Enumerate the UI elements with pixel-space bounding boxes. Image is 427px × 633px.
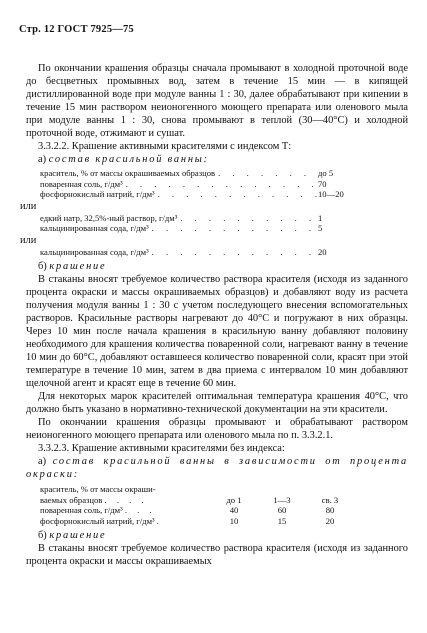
table-row xyxy=(40,505,354,516)
item-label: поваренная соль, г/дм³ xyxy=(40,178,123,189)
table-cell: 15 xyxy=(277,515,287,526)
item-value: 20 xyxy=(318,246,327,257)
leader-dots xyxy=(215,168,318,179)
list-item xyxy=(40,179,352,190)
subheading-dyeing xyxy=(26,260,408,273)
list-item xyxy=(40,213,352,224)
bath-table xyxy=(40,484,354,526)
item-label: фосфорнокислый натрий, г/дм³ xyxy=(40,189,155,199)
item-value: до 5 xyxy=(318,168,334,178)
list-item xyxy=(40,189,352,200)
paragraph-dyeing-procedure: В стаканы вносят требуемое количество раствора красителя (исходя из заданного процента окраски и массы окрашиваемых образцов) и добавляют воду из расчета получения модуля ванны 1 : 30 с учетом последующего внесения вспомогательных растворов. Красильные растворы нагревают до 40°С и погружают в них образцы. Через 10 мин после начала крашения в красильную ванну добавляют половину необходимого для крашения количества поваренной соли, нагревают ванну в течение 10 мин до 60°С, добавляют оставшееся количество поваренной соли, красят при этой температуре в течение 10 мин, затем в два приема с интервалом 10 мин добавляют щелочной агент и красят еще в течение 60 мин. xyxy=(26,274,408,389)
table-cell: 60 xyxy=(277,505,287,515)
subheading-bath-composition xyxy=(26,153,408,166)
alternative-or: или xyxy=(20,234,37,246)
table-cell: 10 xyxy=(229,515,239,526)
list-item xyxy=(40,247,352,258)
table-cell: 40 xyxy=(229,505,239,515)
paragraph-washing: По окончании крашения образцы сначала промывают в холодной проточной воде до бесцветных промывных вод, затем в течение 15 мин — в кипящей дистиллированной воде при модуле ванны 1 : 30, далее обрабатывают при кипении в течение 15 мин раствором неионогенного моющего препарата или оленового мыла при модуле ванны 1 : 30, снова промывают в теплой (30—40°С) и холодной проточной воде, отжимают и сушат. xyxy=(26,63,408,139)
table-col-header: 1—3 xyxy=(273,494,291,505)
subheading-text: крашение xyxy=(49,261,107,272)
item-value: 5 xyxy=(318,223,323,233)
table-row xyxy=(40,495,354,506)
subheading-bath-composition-by-percent xyxy=(26,455,408,481)
document-body xyxy=(20,62,408,568)
list-item xyxy=(40,223,352,234)
subheading-text: крашение xyxy=(49,530,107,541)
list-marker-a: а) xyxy=(38,456,47,467)
table-cell: фосфорнокислый натрий, г/дм³ . xyxy=(40,515,163,526)
table-cell: поваренная соль, г/дм³ . . . xyxy=(40,505,156,515)
alternative-or: или xyxy=(20,200,37,212)
table-cell: 80 xyxy=(325,505,335,515)
section-title-3-3-2-3: 3.3.2.3. Крашение активными красителями без индекса: xyxy=(38,443,285,454)
leader-dots xyxy=(149,247,318,258)
leader-dots xyxy=(177,213,318,224)
item-value: 70 xyxy=(318,178,327,189)
item-label: краситель, % от массы окрашиваемых образцов xyxy=(40,168,216,178)
table-col-header: св. 3 xyxy=(321,494,339,505)
table-col-header: до 1 xyxy=(226,494,242,505)
table-head-label: краситель, % от массы окраши- xyxy=(40,484,156,494)
leader-dots xyxy=(155,189,318,200)
subheading-text: состав красильной ванны в зависимости от процента окраски: xyxy=(26,456,408,480)
table-row xyxy=(40,516,354,527)
leader-dots xyxy=(123,179,318,190)
item-value: 10—20 xyxy=(318,189,344,199)
bath-list-3 xyxy=(40,247,352,258)
bath-list-1 xyxy=(40,168,352,200)
table-cell: 20 xyxy=(325,515,335,526)
list-marker-a: а) xyxy=(38,154,47,165)
list-marker-b: б) xyxy=(38,530,47,541)
bath-list-2 xyxy=(40,213,352,234)
paragraph-rinse: По окончании крашения образцы промывают и обрабатывают раствором неионогенного моющего препарата или оленового мыла по п. 3.3.2.1. xyxy=(26,417,408,441)
leader-dots xyxy=(149,223,318,234)
subheading-text: состав красильной ванны: xyxy=(48,154,209,165)
paragraph-temperature-note: Для некоторых марок красителей оптимальная температура крашения 40°С, что должно быть указано в нормативно-технической документации на эти красители. xyxy=(26,391,408,415)
table-row xyxy=(40,484,354,495)
table-head-label: ваемых образцов . . . . xyxy=(40,494,148,505)
item-label: кальцинированная сода, г/дм³ xyxy=(40,246,149,257)
page-header: Стр. 12 ГОСТ 7925—75 xyxy=(19,24,134,35)
item-label: едкий натр, 32,5%-ный раствор, г/дм³ xyxy=(40,212,178,223)
list-marker-b: б) xyxy=(38,261,47,272)
paragraph-dyeing-procedure-2: В стаканы вносят требуемое количество раствора красителя (исходя из заданного процента окраски и массы окрашиваемых xyxy=(26,543,408,567)
list-item xyxy=(40,168,352,179)
section-title-3-3-2-2: 3.3.2.2. Крашение активными красителями с индексом Т: xyxy=(38,141,292,152)
item-label: кальцинированная сода, г/дм³ xyxy=(40,223,149,233)
item-value: 1 xyxy=(318,212,323,223)
subheading-dyeing xyxy=(26,529,408,542)
